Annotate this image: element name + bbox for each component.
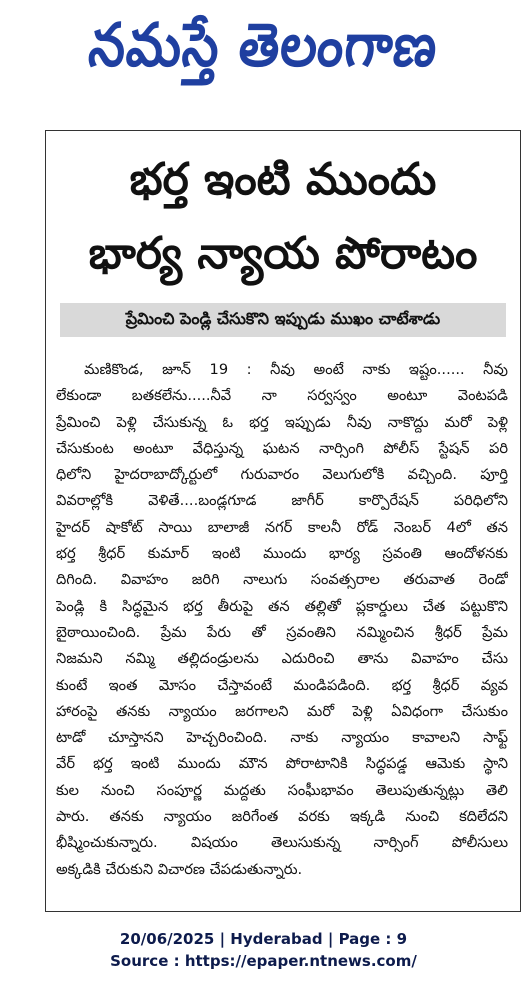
body-line: దిగింది. వివాహం జరిగి నాలుగు సంవత్సరాల తరువాత రెండో xyxy=(56,571,508,589)
body-line: కుల నుంచి సంపూర్ణ మద్దతు సంఘీభావం తెలుపుతున్నట్లు తెలి xyxy=(56,781,508,799)
body-line: చేసుకుంట అంటూ వేధిస్తున్న ఘటన నార్సింగి పోలీస్ స్టేషన్ పరి xyxy=(56,439,508,457)
body-line: భీష్మించుకున్నారు. విషయం తెలుసుకున్న నార్సింగ్ పోలీసులు xyxy=(56,834,508,852)
subheadline-bar xyxy=(60,303,506,337)
body-line: పెండ్లి కి సిద్ధమైన భర్త తీరుపై తన తల్లితో ప్లకార్డులు చేత పట్టుకొని xyxy=(56,597,508,615)
page-footer xyxy=(0,928,527,972)
body-line: ప్రేమించి పెళ్లి చేసుకున్న ఓ భర్త ఇప్పుడు నీవు నాకొద్దు మరో పెళ్లి xyxy=(56,413,508,431)
dateline: 20/06/2025 | Hyderabad | Page : 9 xyxy=(119,930,408,948)
masthead xyxy=(0,0,527,92)
body-line: హారంపై తనకు న్యాయం జరగాలని మరో పెళ్లి ఏవిధంగా చేసుకుం xyxy=(56,702,508,720)
body-line: నిజమని నమ్మి తల్లిదండ్రులను ఎదురించి తాను వివాహం చేసు xyxy=(56,650,508,668)
newspaper-logo: నమస్తే తెలంగాణ xyxy=(86,11,441,81)
body-line: కుంటే ఇంత మోసం చేస్తావంటే మండిపడింది. భర్త శ్రీధర్ వ్యవ xyxy=(56,676,508,694)
source-line: Source : https://epaper.ntnews.com/ xyxy=(110,952,417,970)
body-line: వివరాల్లోకి వెళితే....బండ్లగూడ జాగీర్ కార్పొరేషన్ పరిధిలోని xyxy=(56,492,508,510)
headline-line-2: భార్య న్యాయ పోరాటం xyxy=(88,228,478,279)
body-line: వేర్ భర్త ఇంటి ముందు మౌన పోరాటానికి సిద్ధపడ్డ ఆమెకు స్థాని xyxy=(56,755,508,773)
body-line: లేకుండా బతకలేను.....నీవే నా సర్వస్వం అంటూ వెంటపడి xyxy=(56,387,508,405)
body-line: పారు. తనకు న్యాయం జరిగేంత వరకు ఇక్కడి నుంచి కదిలేదని xyxy=(56,808,508,826)
headline xyxy=(46,143,520,291)
news-clipping xyxy=(45,130,521,912)
headline-line-1: భర్త ఇంటి ముందు xyxy=(129,154,437,205)
body-line: బైఠాయించింది. ప్రేమ పేరు తో స్రవంతిని నమ్మించిన శ్రీధర్ ప్రేమ xyxy=(56,623,508,641)
body-line: టాడో చూస్తానని హెచ్చరించింది. నాకు న్యాయం కావాలని సాఫ్ట్ xyxy=(56,729,508,747)
body-line: మణికొండ, జూన్ 19 : నీవు అంటే నాకు ఇష్టం...... నీవు xyxy=(84,361,508,378)
article-body xyxy=(56,357,508,883)
body-line: ధిలోని హైదరాబాద్కోర్టులో గురువారం వెలుగులోకి వచ్చింది. పూర్తి xyxy=(56,466,508,484)
body-line: హైదర్ షాకోట్ సాయి బాలాజీ నగర్ కాలనీ రోడ్ నెంబర్ 4లో తన xyxy=(56,518,508,536)
subheadline: ప్రేమించి పెండ్లి చేసుకొని ఇప్పుడు ముఖం చాటేశాడు xyxy=(125,308,441,328)
body-line: భర్త శ్రీధర్ కుమార్ ఇంటి ముందు భార్య స్రవంతి ఆందోళనకు xyxy=(56,545,508,563)
body-line: అక్కడికి చేరుకుని విచారణ చేపడుతున్నారు. xyxy=(56,860,303,878)
